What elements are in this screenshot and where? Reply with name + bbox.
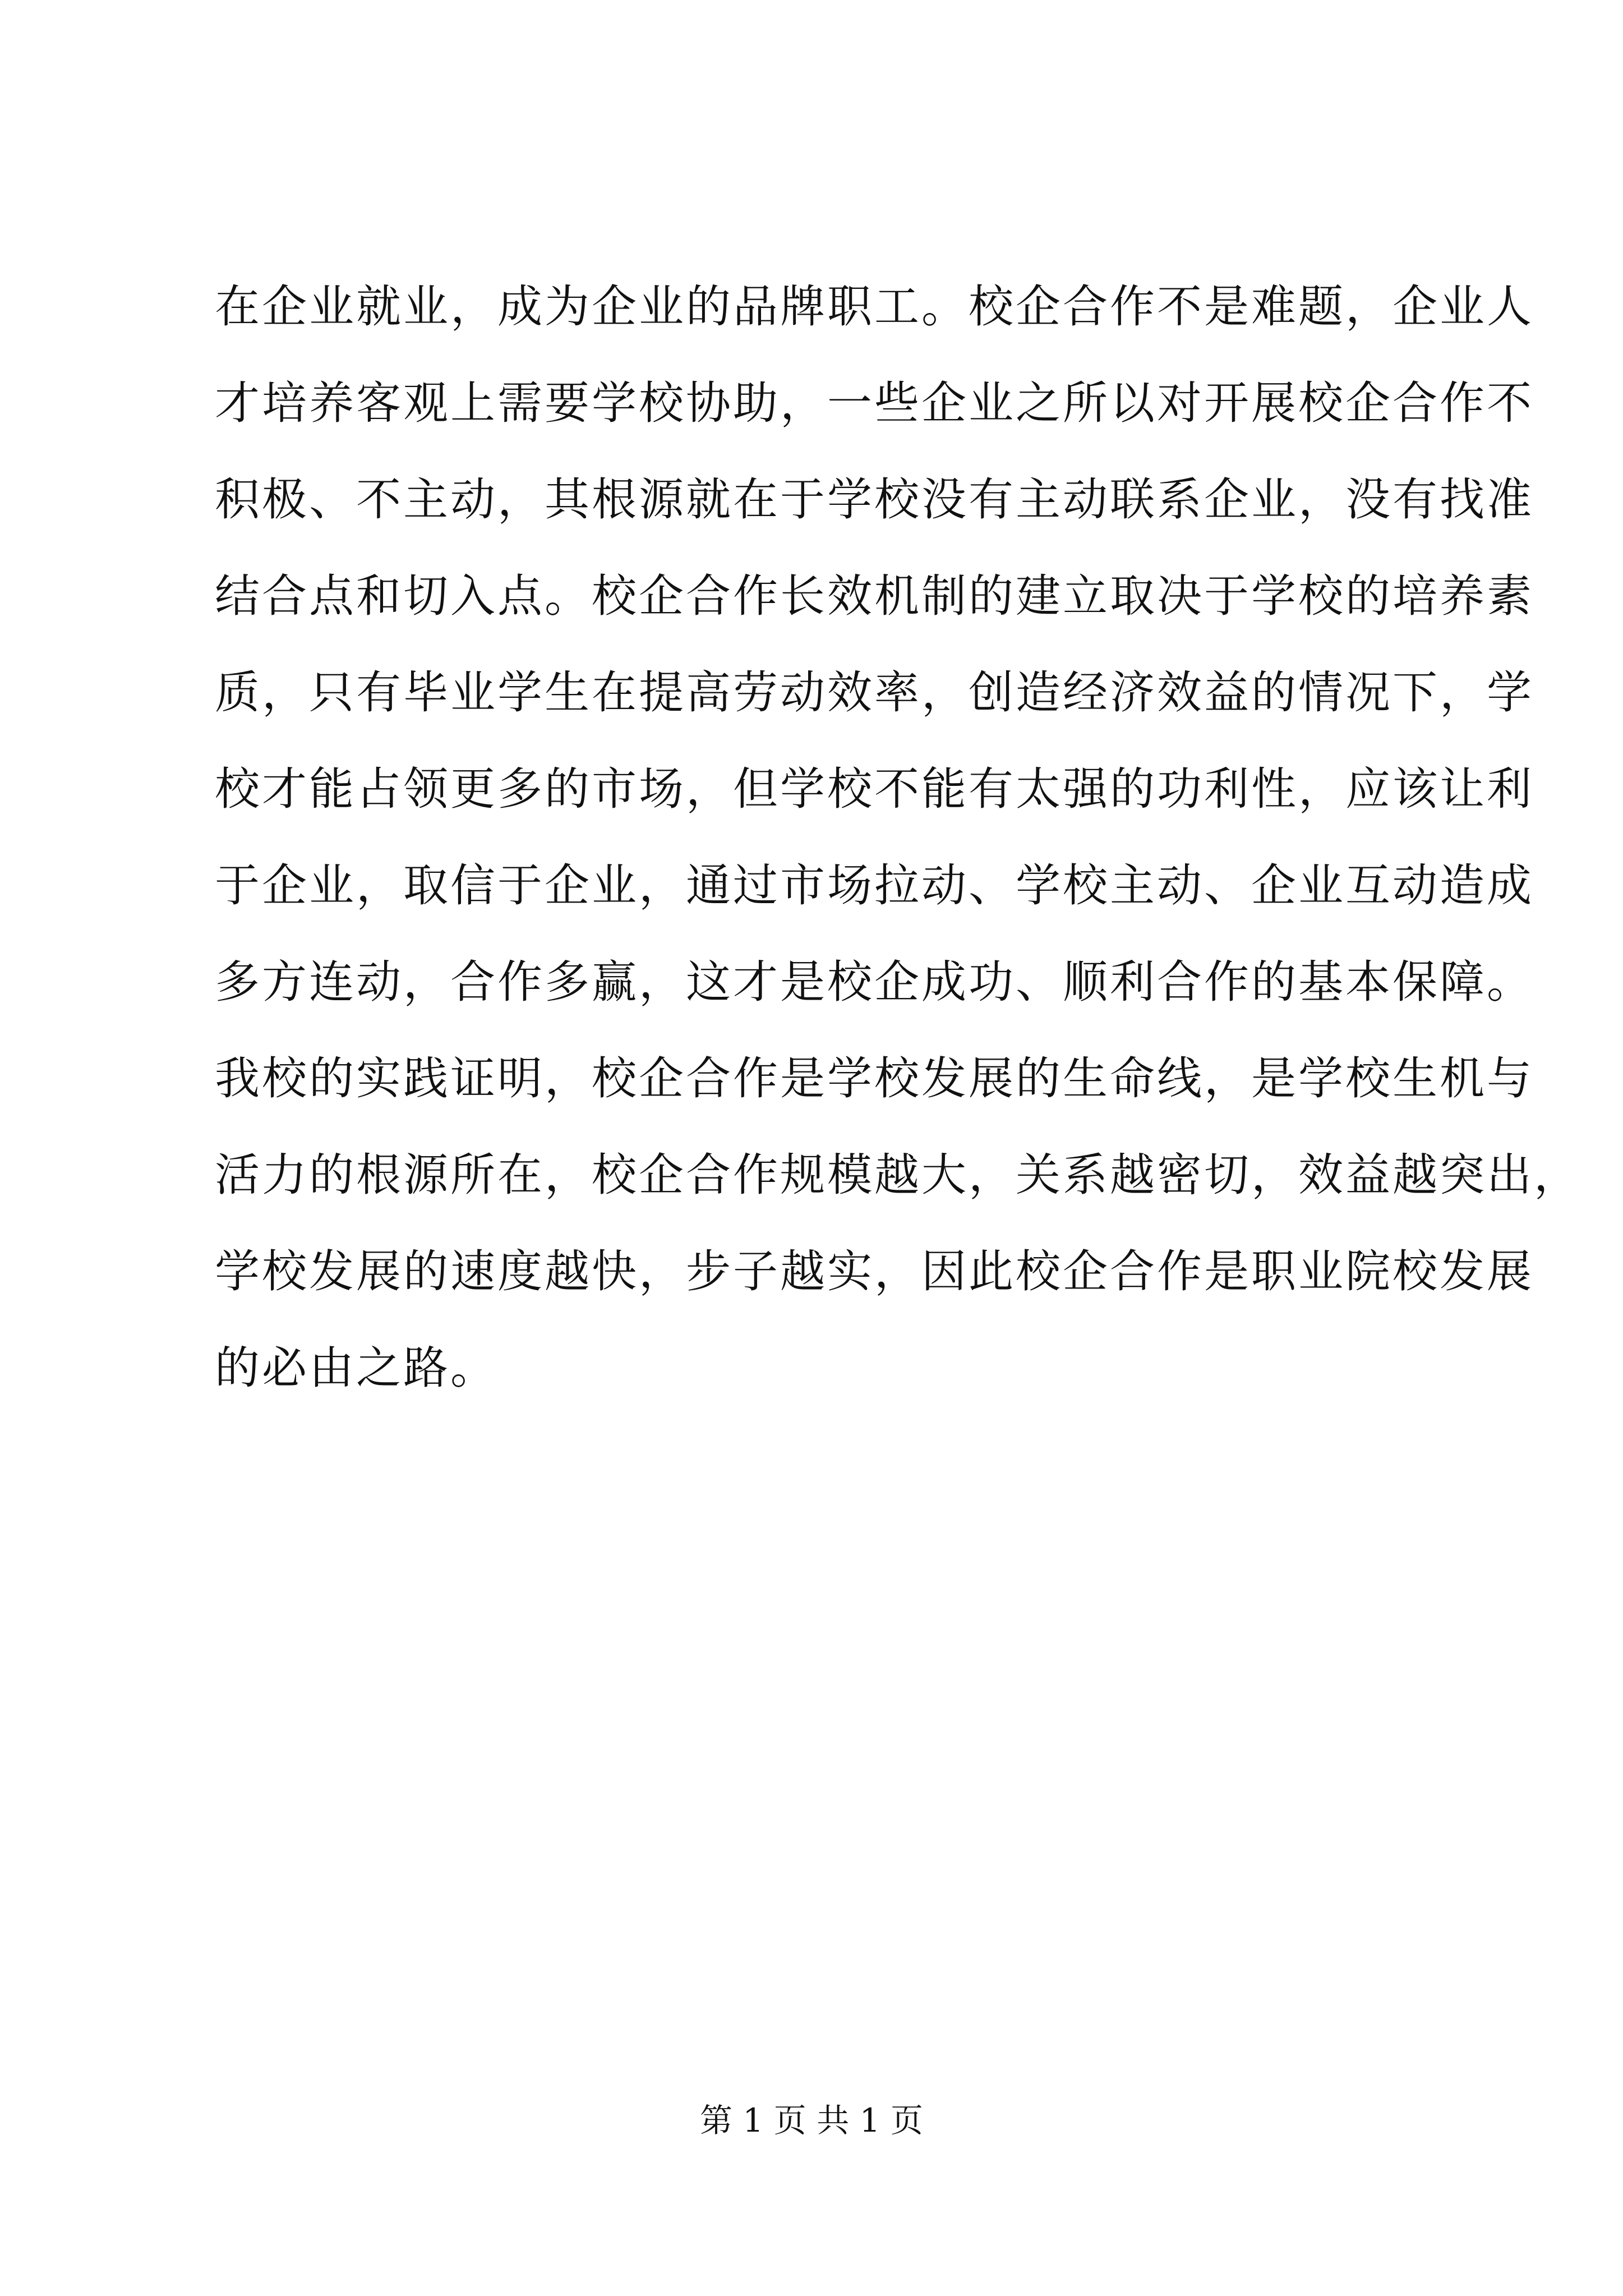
- text-line: 我校的实践证明，校企合作是学校发展的生命线，是学校生机与: [215, 1052, 1534, 1105]
- text-line: 积极、不主动，其根源就在于学校没有主动联系企业，没有找准: [215, 473, 1534, 526]
- text-line: 的必由之路。: [215, 1342, 497, 1394]
- text-line: 多方连动，合作多赢，这才是校企成功、顺利合作的基本保障。: [215, 956, 1534, 1008]
- text-line: 学校发展的速度越快，步子越实，因此校企合作是职业院校发展: [215, 1245, 1534, 1297]
- text-line: 于企业，取信于企业，通过市场拉动、学校主动、企业互动造成: [215, 859, 1534, 912]
- text-line: 活力的根源所在，校企合作规模越大，关系越密切，效益越突出，: [215, 1149, 1581, 1201]
- text-line: 校才能占领更多的市场，但学校不能有太强的功利性，应该让利: [215, 763, 1534, 815]
- text-line: 才培养客观上需要学校协助，一些企业之所以对开展校企合作不: [215, 377, 1534, 429]
- text-line: 在企业就业，成为企业的品牌职工。校企合作不是难题，企业人: [215, 280, 1534, 333]
- body-paragraph: [215, 259, 1581, 1416]
- text-line: 质，只有毕业学生在提高劳动效率，创造经济效益的情况下，学: [215, 666, 1534, 719]
- text-line: 结合点和切入点。校企合作长效机制的建立取决于学校的培养素: [215, 570, 1534, 622]
- page-number-footer: 第 1 页 共 1 页: [700, 2101, 923, 2139]
